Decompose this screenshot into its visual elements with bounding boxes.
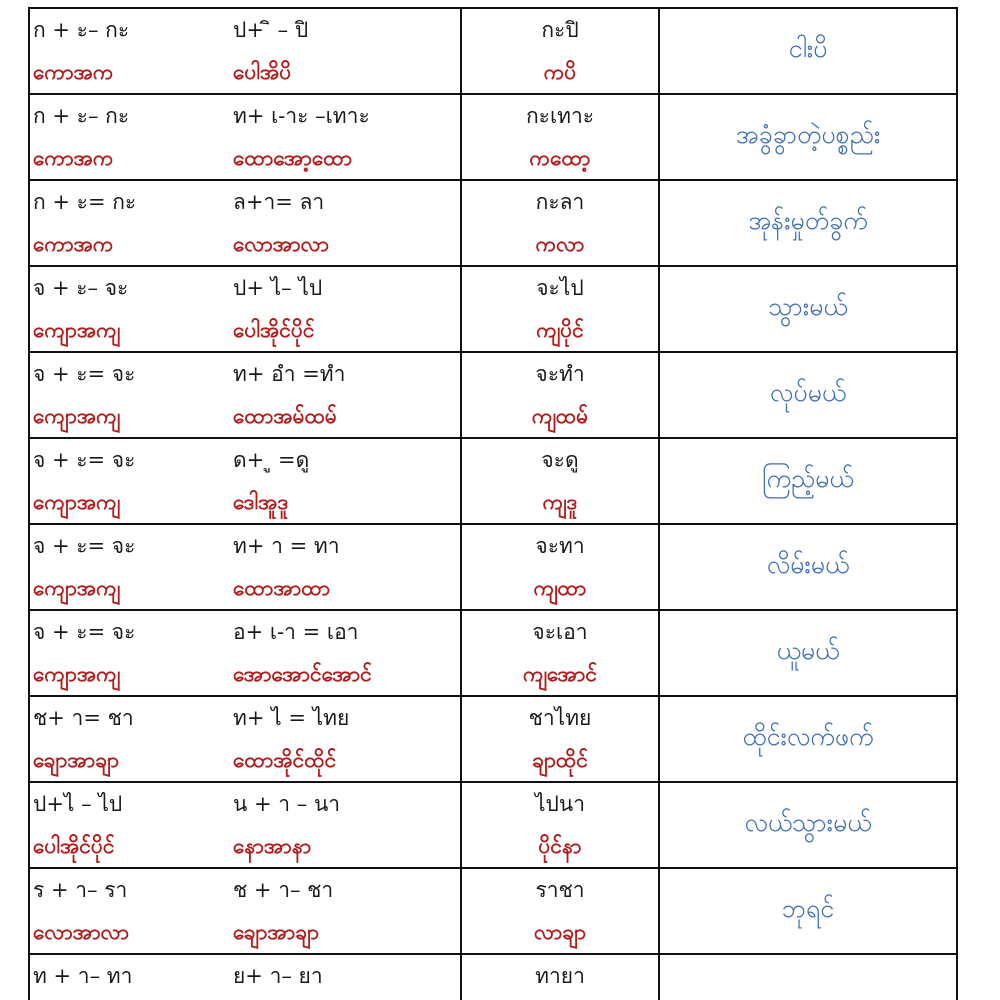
meaning-text: ငါးပိ: [788, 33, 828, 63]
syllable-cell: [29, 954, 461, 1000]
meaning-cell: [659, 610, 957, 696]
meaning-cell: [659, 8, 957, 94]
syllable-thai: จ + ะ= จะ: [33, 362, 136, 386]
syllable2-thai: ท+ อำ =ทำ: [233, 362, 346, 386]
syllable-thai: ก + ะ= กะ: [33, 190, 137, 214]
word-thai: ทายา: [535, 964, 585, 988]
table-row: [29, 180, 957, 266]
table-row: [29, 524, 957, 610]
syllable-cell: [29, 782, 461, 868]
meaning-text: ဘုရင်: [781, 893, 835, 923]
table-row: [29, 266, 957, 352]
word-burmese: ပိုင်နာ: [538, 833, 582, 858]
syllable2-thai: ท+ ไ = ไทย: [233, 706, 350, 730]
meaning-text: ယူမယ်: [776, 635, 840, 665]
word-thai: จะทา: [535, 534, 585, 558]
syllable-cell: [29, 610, 461, 696]
syllable-thai: จ + ะ= จะ: [33, 534, 136, 558]
word-thai: กะลา: [535, 190, 585, 214]
syllable-burmese: ကျောအကျ: [33, 317, 121, 342]
meaning-cell: [659, 868, 957, 954]
word-burmese: ကထော့: [529, 145, 591, 170]
word-cell: [461, 954, 659, 1000]
meaning-text: လယ်သွားမယ်: [744, 807, 872, 837]
syllable2-thai: ล+า= ลา: [233, 190, 325, 214]
word-thai: กะปิ: [541, 18, 579, 42]
table-row: [29, 954, 957, 1000]
word-thai: ไปนา: [534, 792, 586, 816]
word-burmese: ကျဒူ: [542, 489, 578, 514]
table-row: [29, 352, 957, 438]
syllable-cell: [29, 180, 461, 266]
meaning-text: အခွံခွာတဲ့ပစ္စည်း: [735, 119, 881, 149]
table-row: [29, 782, 957, 868]
syllable-burmese: ကောအက: [33, 59, 114, 84]
table-row: [29, 94, 957, 180]
syllable-burmese: ကောအက: [33, 231, 114, 256]
syllable-cell: [29, 696, 461, 782]
syllable-thai: จ + ะ– จะ: [33, 276, 129, 300]
syllable-cell: [29, 266, 461, 352]
meaning-text: လိမ်းမယ်: [766, 549, 850, 579]
syllable-burmese: ကျောအကျ: [33, 661, 121, 686]
table-body: [29, 8, 957, 1000]
syllable2-thai: ป+ ิ – ปิ: [233, 18, 309, 42]
syllable2-burmese: ထောအာထာ: [233, 575, 331, 600]
word-thai: กะเทาะ: [525, 104, 595, 128]
word-burmese: ကျပိုင်: [536, 317, 584, 342]
syllable-burmese: ကျောအကျ: [33, 575, 121, 600]
meaning-cell: [659, 352, 957, 438]
syllable-thai: ป+ไ – ไป: [33, 792, 123, 816]
word-cell: [461, 782, 659, 868]
syllable-burmese: ပေါအိုင်ပိုင်: [33, 833, 115, 858]
syllable-burmese: ချောအာချာ: [33, 747, 120, 772]
syllable2-burmese: ချောအာချာ: [233, 919, 320, 944]
syllable-thai: จ + ะ= จะ: [33, 620, 136, 644]
word-cell: [461, 94, 659, 180]
syllable2-thai: ท+ เ-าะ –เทาะ: [233, 104, 370, 128]
word-cell: [461, 524, 659, 610]
syllable-burmese: ကျောအကျ: [33, 403, 121, 428]
word-cell: [461, 868, 659, 954]
table-row: [29, 610, 957, 696]
syllable2-burmese: ထောအမ်ထမ်: [233, 403, 337, 428]
syllable2-burmese: ဒေါအူဒူ: [233, 489, 289, 514]
syllable2-thai: อ+ เ-า = เอา: [233, 620, 359, 644]
table-row: [29, 868, 957, 954]
meaning-text: ကြည့်မယ်: [762, 463, 854, 493]
syllable2-thai: น + า – นา: [233, 792, 341, 816]
syllable2-thai: ป+ ไ– ไป: [233, 276, 323, 300]
word-burmese: ကလာ: [535, 231, 585, 256]
word-thai: จะเอา: [532, 620, 588, 644]
syllable2-burmese: ထောအော့ထော: [233, 145, 353, 170]
meaning-text: လုပ်မယ်: [769, 377, 847, 407]
word-cell: [461, 266, 659, 352]
meaning-cell: [659, 954, 957, 1000]
syllable-burmese: ကျောအကျ: [33, 489, 121, 514]
word-cell: [461, 352, 659, 438]
meaning-text: ထိုင်းလက်ဖက်: [742, 721, 874, 751]
meaning-text: အုန်းမှုတ်ခွက်: [748, 205, 868, 235]
syllable2-thai: ด+ ู =ดู: [233, 448, 310, 472]
syllable-cell: [29, 868, 461, 954]
syllable-thai: ร + า– รา: [33, 878, 128, 902]
meaning-cell: [659, 438, 957, 524]
syllable-thai: ท + า– ทา: [33, 964, 133, 988]
word-burmese: ကပိ: [543, 59, 577, 84]
word-thai: ราชา: [535, 878, 585, 902]
meaning-text: သွားမယ်: [768, 291, 848, 321]
syllable2-thai: ช + า– ชา: [233, 878, 334, 902]
syllable-burmese: ကောအက: [33, 145, 114, 170]
word-thai: ชาไทย: [528, 706, 592, 730]
table-row: [29, 438, 957, 524]
syllable2-burmese: ထောအိုင်ထိုင်: [233, 747, 337, 772]
syllable-burmese: လောအာလာ: [33, 919, 129, 944]
word-burmese: လာချာ: [533, 919, 587, 944]
syllable-cell: [29, 438, 461, 524]
word-cell: [461, 180, 659, 266]
word-burmese: ကျထမ်: [531, 403, 589, 428]
syllable2-thai: ย+ า– ยา: [233, 964, 323, 988]
syllable2-burmese: အောအောင်အောင်: [233, 661, 372, 686]
syllable2-burmese: ပေါအိပိ: [233, 59, 292, 84]
syllable2-burmese: နောအာနာ: [233, 833, 312, 858]
word-burmese: ကျထာ: [533, 575, 587, 600]
word-burmese: ကျအောင်: [522, 661, 597, 686]
word-cell: [461, 696, 659, 782]
word-thai: จะทำ: [535, 362, 585, 386]
word-cell: [461, 610, 659, 696]
meaning-cell: [659, 696, 957, 782]
vocabulary-table: [28, 7, 958, 1000]
meaning-cell: [659, 94, 957, 180]
syllable-cell: [29, 94, 461, 180]
syllable-cell: [29, 352, 461, 438]
meaning-cell: [659, 782, 957, 868]
syllable2-burmese: ပေါအိုင်ပိုင်: [233, 317, 315, 342]
syllable-thai: จ + ะ= จะ: [33, 448, 136, 472]
syllable-cell: [29, 8, 461, 94]
word-thai: จะดู: [541, 448, 579, 472]
syllable2-burmese: လောအာလာ: [233, 231, 329, 256]
table-row: [29, 696, 957, 782]
syllable-thai: ช+ า= ชา: [33, 706, 134, 730]
table-row: [29, 8, 957, 94]
word-cell: [461, 438, 659, 524]
syllable-cell: [29, 524, 461, 610]
word-burmese: ချာထိုင်: [532, 747, 588, 772]
syllable2-thai: ท+ า = ทา: [233, 534, 340, 558]
word-cell: [461, 8, 659, 94]
meaning-cell: [659, 524, 957, 610]
meaning-cell: [659, 180, 957, 266]
syllable-thai: ก + ะ– กะ: [33, 104, 130, 128]
meaning-cell: [659, 266, 957, 352]
syllable-thai: ก + ะ– กะ: [33, 18, 130, 42]
word-thai: จะไป: [536, 276, 584, 300]
